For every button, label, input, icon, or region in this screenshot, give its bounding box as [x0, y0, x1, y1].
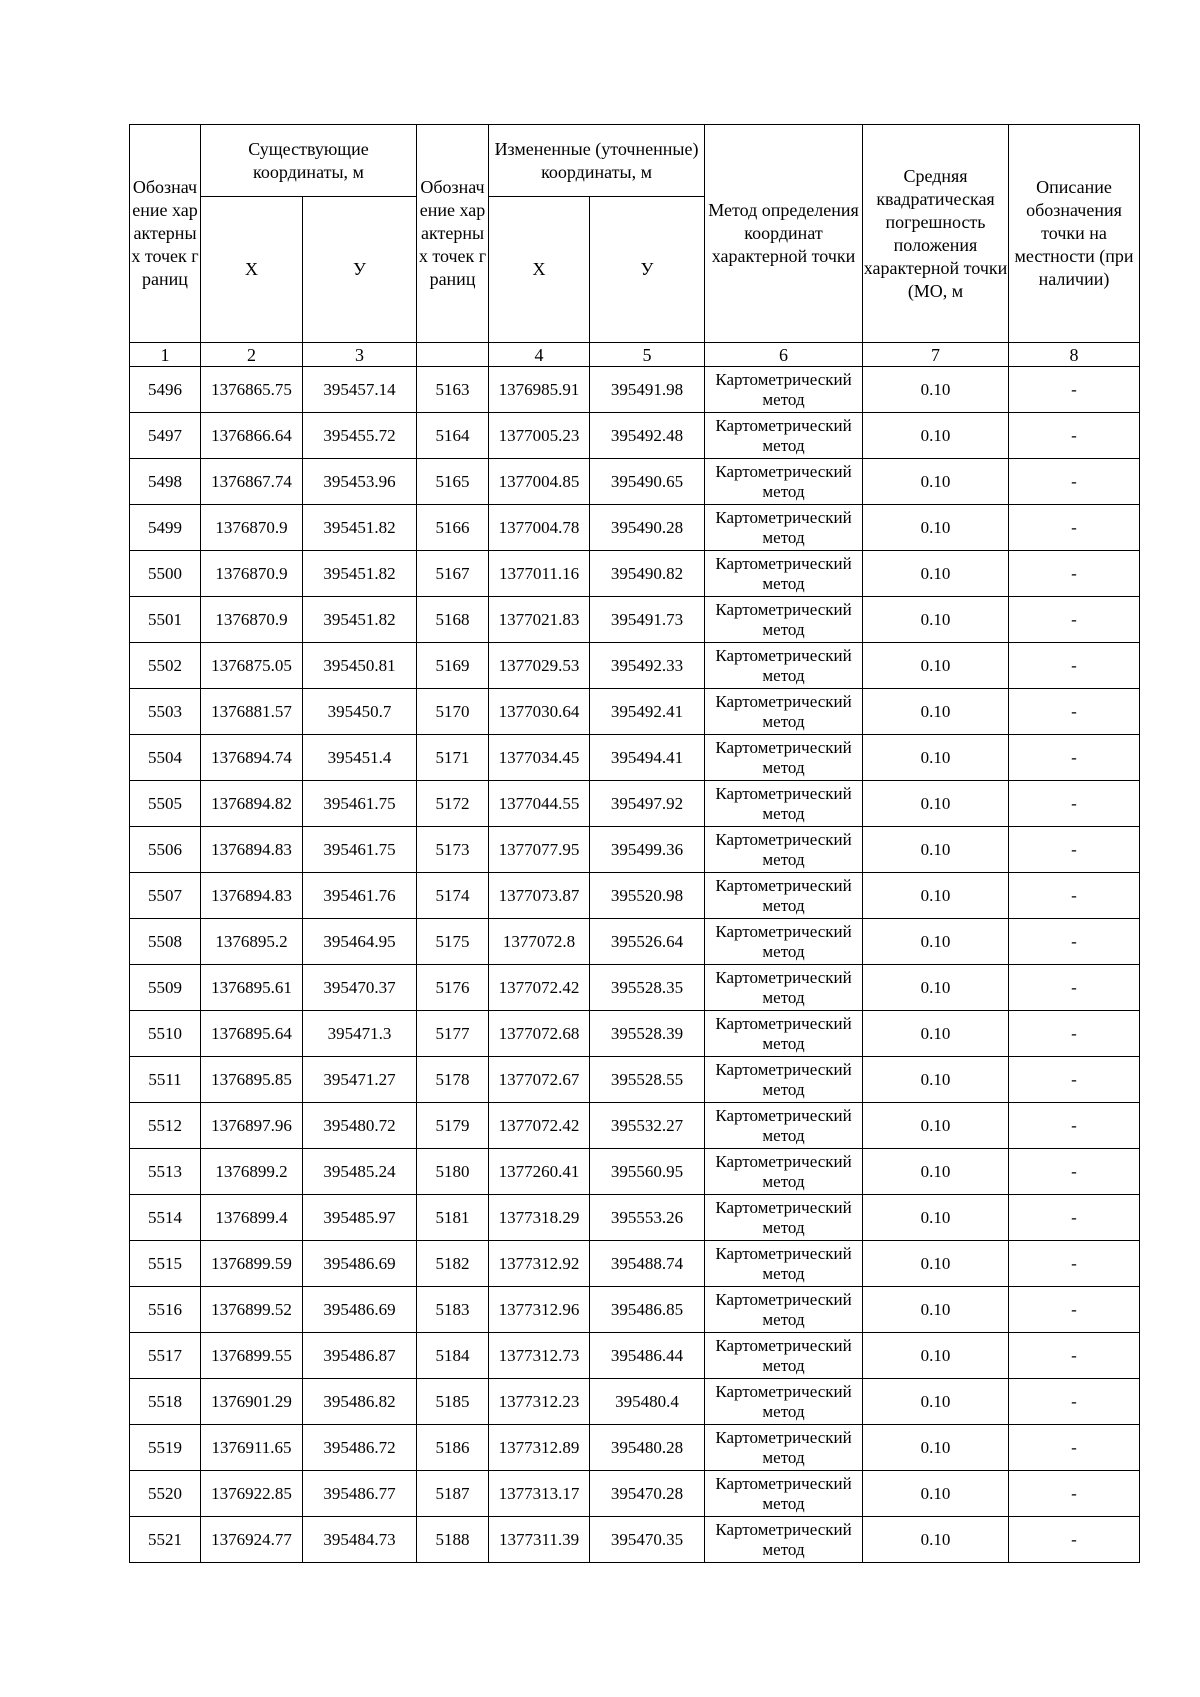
cell-changed-point: 5187 [417, 1471, 489, 1517]
cell-changed-y: 395526.64 [590, 919, 705, 965]
cell-changed-y: 395528.55 [590, 1057, 705, 1103]
cell-description: - [1009, 505, 1140, 551]
cell-existing-x: 1376894.74 [201, 735, 303, 781]
cell-existing-point: 5515 [130, 1241, 201, 1287]
cell-changed-y: 395532.27 [590, 1103, 705, 1149]
cell-changed-point: 5169 [417, 643, 489, 689]
cell-changed-x: 1377011.16 [489, 551, 590, 597]
cell-changed-x: 1377034.45 [489, 735, 590, 781]
cell-method: Картометрический метод [705, 1057, 863, 1103]
header-existing-x: Х [201, 197, 303, 343]
header-existing-y: У [303, 197, 417, 343]
cell-existing-point: 5511 [130, 1057, 201, 1103]
cell-existing-point: 5498 [130, 459, 201, 505]
cell-description: - [1009, 1057, 1140, 1103]
cell-changed-y: 395520.98 [590, 873, 705, 919]
cell-method: Картометрический метод [705, 413, 863, 459]
cell-existing-x: 1376895.64 [201, 1011, 303, 1057]
cell-existing-y: 395455.72 [303, 413, 417, 459]
cell-changed-y: 395490.82 [590, 551, 705, 597]
cell-mean-error: 0.10 [863, 781, 1009, 827]
cell-existing-point: 5510 [130, 1011, 201, 1057]
cell-mean-error: 0.10 [863, 1379, 1009, 1425]
column-numbers-row [130, 343, 1140, 367]
cell-existing-x: 1376899.59 [201, 1241, 303, 1287]
cell-changed-y: 395486.44 [590, 1333, 705, 1379]
cell-existing-y: 395451.82 [303, 597, 417, 643]
cell-existing-y: 395453.96 [303, 459, 417, 505]
cell-existing-point: 5509 [130, 965, 201, 1011]
cell-description: - [1009, 551, 1140, 597]
cell-changed-point: 5168 [417, 597, 489, 643]
table-row [130, 459, 1140, 505]
cell-changed-y: 395492.33 [590, 643, 705, 689]
column-number-cell: 7 [863, 343, 1009, 367]
cell-description: - [1009, 367, 1140, 413]
cell-changed-y: 395480.28 [590, 1425, 705, 1471]
cell-changed-point: 5188 [417, 1517, 489, 1563]
cell-changed-x: 1377021.83 [489, 597, 590, 643]
cell-existing-x: 1376911.65 [201, 1425, 303, 1471]
table-row [130, 1241, 1140, 1287]
table-row [130, 1057, 1140, 1103]
cell-existing-x: 1376881.57 [201, 689, 303, 735]
cell-existing-y: 395470.37 [303, 965, 417, 1011]
cell-existing-point: 5513 [130, 1149, 201, 1195]
cell-mean-error: 0.10 [863, 367, 1009, 413]
cell-mean-error: 0.10 [863, 1333, 1009, 1379]
cell-existing-point: 5512 [130, 1103, 201, 1149]
cell-changed-x: 1377072.67 [489, 1057, 590, 1103]
cell-description: - [1009, 1333, 1140, 1379]
cell-mean-error: 0.10 [863, 1195, 1009, 1241]
table-row [130, 1517, 1140, 1563]
cell-existing-x: 1376867.74 [201, 459, 303, 505]
cell-existing-point: 5496 [130, 367, 201, 413]
cell-method: Картометрический метод [705, 1471, 863, 1517]
cell-existing-point: 5514 [130, 1195, 201, 1241]
table-row [130, 1103, 1140, 1149]
cell-method: Картометрический метод [705, 1011, 863, 1057]
cell-existing-y: 395486.69 [303, 1287, 417, 1333]
cell-changed-point: 5182 [417, 1241, 489, 1287]
column-number-cell: 1 [130, 343, 201, 367]
cell-method: Картометрический метод [705, 1517, 863, 1563]
cell-changed-point: 5171 [417, 735, 489, 781]
cell-changed-point: 5181 [417, 1195, 489, 1241]
cell-mean-error: 0.10 [863, 1057, 1009, 1103]
cell-mean-error: 0.10 [863, 1425, 1009, 1471]
cell-existing-y: 395450.7 [303, 689, 417, 735]
cell-mean-error: 0.10 [863, 1471, 1009, 1517]
cell-changed-point: 5185 [417, 1379, 489, 1425]
cell-changed-y: 395494.41 [590, 735, 705, 781]
cell-changed-x: 1377077.95 [489, 827, 590, 873]
cell-description: - [1009, 1517, 1140, 1563]
cell-existing-x: 1376894.83 [201, 873, 303, 919]
cell-existing-x: 1376866.64 [201, 413, 303, 459]
cell-method: Картометрический метод [705, 643, 863, 689]
cell-changed-point: 5178 [417, 1057, 489, 1103]
cell-description: - [1009, 781, 1140, 827]
cell-description: - [1009, 1379, 1140, 1425]
cell-changed-x: 1377029.53 [489, 643, 590, 689]
table-row [130, 1379, 1140, 1425]
cell-existing-y: 395485.24 [303, 1149, 417, 1195]
cell-existing-point: 5508 [130, 919, 201, 965]
cell-description: - [1009, 735, 1140, 781]
cell-description: - [1009, 689, 1140, 735]
cell-existing-x: 1376924.77 [201, 1517, 303, 1563]
cell-changed-x: 1377312.23 [489, 1379, 590, 1425]
cell-method: Картометрический метод [705, 1195, 863, 1241]
cell-mean-error: 0.10 [863, 413, 1009, 459]
cell-mean-error: 0.10 [863, 551, 1009, 597]
cell-changed-point: 5165 [417, 459, 489, 505]
cell-changed-x: 1377318.29 [489, 1195, 590, 1241]
cell-existing-point: 5517 [130, 1333, 201, 1379]
cell-mean-error: 0.10 [863, 459, 1009, 505]
table-row [130, 873, 1140, 919]
table-row [130, 781, 1140, 827]
cell-changed-x: 1377073.87 [489, 873, 590, 919]
cell-existing-y: 395486.69 [303, 1241, 417, 1287]
cell-existing-point: 5519 [130, 1425, 201, 1471]
cell-existing-y: 395461.76 [303, 873, 417, 919]
cell-description: - [1009, 1149, 1140, 1195]
cell-changed-y: 395497.92 [590, 781, 705, 827]
cell-existing-x: 1376865.75 [201, 367, 303, 413]
cell-mean-error: 0.10 [863, 505, 1009, 551]
cell-changed-point: 5164 [417, 413, 489, 459]
table-row [130, 919, 1140, 965]
cell-existing-y: 395461.75 [303, 827, 417, 873]
cell-method: Картометрический метод [705, 781, 863, 827]
table-row [130, 367, 1140, 413]
cell-changed-point: 5180 [417, 1149, 489, 1195]
cell-changed-y: 395491.73 [590, 597, 705, 643]
cell-existing-y: 395486.82 [303, 1379, 417, 1425]
cell-changed-x: 1377004.85 [489, 459, 590, 505]
column-number-cell: 5 [590, 343, 705, 367]
cell-changed-x: 1377044.55 [489, 781, 590, 827]
cell-existing-x: 1376922.85 [201, 1471, 303, 1517]
cell-existing-x: 1376895.85 [201, 1057, 303, 1103]
column-number-cell: 2 [201, 343, 303, 367]
cell-existing-point: 5505 [130, 781, 201, 827]
cell-changed-point: 5186 [417, 1425, 489, 1471]
cell-existing-point: 5504 [130, 735, 201, 781]
cell-description: - [1009, 919, 1140, 965]
cell-method: Картометрический метод [705, 873, 863, 919]
cell-changed-y: 395488.74 [590, 1241, 705, 1287]
cell-changed-y: 395528.35 [590, 965, 705, 1011]
cell-existing-x: 1376899.55 [201, 1333, 303, 1379]
cell-changed-x: 1377005.23 [489, 413, 590, 459]
cell-existing-y: 395471.3 [303, 1011, 417, 1057]
table-row [130, 551, 1140, 597]
cell-mean-error: 0.10 [863, 597, 1009, 643]
cell-existing-point: 5500 [130, 551, 201, 597]
column-number-cell: 3 [303, 343, 417, 367]
cell-existing-y: 395464.95 [303, 919, 417, 965]
table-row [130, 965, 1140, 1011]
cell-changed-x: 1377312.96 [489, 1287, 590, 1333]
cell-method: Картометрический метод [705, 459, 863, 505]
cell-description: - [1009, 965, 1140, 1011]
coordinates-table [129, 124, 1140, 1563]
cell-existing-point: 5516 [130, 1287, 201, 1333]
cell-existing-point: 5499 [130, 505, 201, 551]
column-number-cell: 6 [705, 343, 863, 367]
cell-existing-point: 5503 [130, 689, 201, 735]
cell-description: - [1009, 459, 1140, 505]
cell-changed-point: 5170 [417, 689, 489, 735]
cell-changed-y: 395560.95 [590, 1149, 705, 1195]
cell-changed-x: 1377072.42 [489, 965, 590, 1011]
table-row [130, 1011, 1140, 1057]
cell-changed-x: 1377260.41 [489, 1149, 590, 1195]
cell-existing-point: 5502 [130, 643, 201, 689]
cell-changed-y: 395486.85 [590, 1287, 705, 1333]
header-point-designation-2: Обозначение характерных точек границ [417, 125, 489, 343]
cell-mean-error: 0.10 [863, 827, 1009, 873]
header-mean-error: Средняя квадратическая погрешность положения характерной точки (МО, м [863, 125, 1009, 343]
table-row [130, 827, 1140, 873]
cell-changed-y: 395528.39 [590, 1011, 705, 1057]
table-row [130, 1471, 1140, 1517]
cell-changed-point: 5172 [417, 781, 489, 827]
cell-method: Картометрический метод [705, 551, 863, 597]
cell-method: Картометрический метод [705, 919, 863, 965]
cell-changed-y: 395470.28 [590, 1471, 705, 1517]
cell-method: Картометрический метод [705, 735, 863, 781]
cell-existing-point: 5497 [130, 413, 201, 459]
cell-method: Картометрический метод [705, 1241, 863, 1287]
cell-mean-error: 0.10 [863, 919, 1009, 965]
cell-changed-point: 5174 [417, 873, 489, 919]
table-row [130, 689, 1140, 735]
cell-description: - [1009, 1425, 1140, 1471]
cell-mean-error: 0.10 [863, 1149, 1009, 1195]
cell-changed-point: 5167 [417, 551, 489, 597]
header-changed-coords: Измененные (уточненные) координаты, м [489, 125, 705, 197]
cell-changed-point: 5177 [417, 1011, 489, 1057]
cell-changed-y: 395480.4 [590, 1379, 705, 1425]
cell-mean-error: 0.10 [863, 1011, 1009, 1057]
cell-changed-x: 1376985.91 [489, 367, 590, 413]
cell-description: - [1009, 1471, 1140, 1517]
header-description: Описание обозначения точки на местности (при наличии) [1009, 125, 1140, 343]
cell-description: - [1009, 1011, 1140, 1057]
cell-changed-point: 5179 [417, 1103, 489, 1149]
cell-existing-y: 395485.97 [303, 1195, 417, 1241]
header-changed-y: У [590, 197, 705, 343]
cell-changed-x: 1377004.78 [489, 505, 590, 551]
column-number-cell: 8 [1009, 343, 1140, 367]
cell-existing-x: 1376870.9 [201, 551, 303, 597]
cell-changed-point: 5173 [417, 827, 489, 873]
cell-description: - [1009, 1241, 1140, 1287]
cell-existing-y: 395484.73 [303, 1517, 417, 1563]
table-row [130, 735, 1140, 781]
table-body [130, 367, 1140, 1563]
cell-description: - [1009, 413, 1140, 459]
cell-existing-x: 1376894.82 [201, 781, 303, 827]
cell-changed-point: 5163 [417, 367, 489, 413]
column-number-cell [417, 343, 489, 367]
cell-changed-x: 1377030.64 [489, 689, 590, 735]
header-point-designation: Обозначение характерных точек границ [130, 125, 201, 343]
cell-mean-error: 0.10 [863, 965, 1009, 1011]
cell-mean-error: 0.10 [863, 1241, 1009, 1287]
cell-changed-x: 1377312.92 [489, 1241, 590, 1287]
cell-existing-point: 5501 [130, 597, 201, 643]
cell-existing-y: 395451.82 [303, 551, 417, 597]
cell-method: Картометрический метод [705, 367, 863, 413]
cell-changed-x: 1377312.89 [489, 1425, 590, 1471]
cell-existing-x: 1376899.4 [201, 1195, 303, 1241]
cell-description: - [1009, 1195, 1140, 1241]
cell-mean-error: 0.10 [863, 1103, 1009, 1149]
cell-existing-x: 1376870.9 [201, 597, 303, 643]
cell-mean-error: 0.10 [863, 1287, 1009, 1333]
cell-existing-y: 395451.82 [303, 505, 417, 551]
cell-changed-y: 395553.26 [590, 1195, 705, 1241]
cell-mean-error: 0.10 [863, 643, 1009, 689]
table-row [130, 1149, 1140, 1195]
cell-changed-x: 1377312.73 [489, 1333, 590, 1379]
cell-changed-y: 395491.98 [590, 367, 705, 413]
cell-existing-point: 5521 [130, 1517, 201, 1563]
cell-changed-x: 1377072.42 [489, 1103, 590, 1149]
cell-existing-x: 1376901.29 [201, 1379, 303, 1425]
cell-method: Картометрический метод [705, 597, 863, 643]
cell-changed-y: 395490.28 [590, 505, 705, 551]
cell-description: - [1009, 1287, 1140, 1333]
cell-existing-y: 395486.72 [303, 1425, 417, 1471]
cell-existing-y: 395450.81 [303, 643, 417, 689]
cell-method: Картометрический метод [705, 689, 863, 735]
table-row [130, 505, 1140, 551]
cell-existing-x: 1376897.96 [201, 1103, 303, 1149]
cell-existing-y: 395461.75 [303, 781, 417, 827]
cell-changed-y: 395492.41 [590, 689, 705, 735]
cell-changed-x: 1377311.39 [489, 1517, 590, 1563]
cell-changed-x: 1377313.17 [489, 1471, 590, 1517]
cell-description: - [1009, 597, 1140, 643]
cell-description: - [1009, 873, 1140, 919]
cell-existing-x: 1376895.61 [201, 965, 303, 1011]
cell-method: Картометрический метод [705, 1103, 863, 1149]
cell-existing-y: 395480.72 [303, 1103, 417, 1149]
table-row [130, 413, 1140, 459]
cell-existing-point: 5520 [130, 1471, 201, 1517]
table-row [130, 597, 1140, 643]
cell-method: Картометрический метод [705, 1287, 863, 1333]
cell-existing-point: 5507 [130, 873, 201, 919]
table-row [130, 1195, 1140, 1241]
cell-description: - [1009, 1103, 1140, 1149]
column-number-cell: 4 [489, 343, 590, 367]
table-row [130, 1333, 1140, 1379]
cell-mean-error: 0.10 [863, 873, 1009, 919]
cell-method: Картометрический метод [705, 1425, 863, 1471]
table-row [130, 1425, 1140, 1471]
cell-changed-x: 1377072.68 [489, 1011, 590, 1057]
cell-method: Картометрический метод [705, 827, 863, 873]
cell-changed-y: 395492.48 [590, 413, 705, 459]
cell-changed-point: 5166 [417, 505, 489, 551]
header-method: Метод определения координат характерной точки [705, 125, 863, 343]
table-row [130, 643, 1140, 689]
cell-method: Картометрический метод [705, 1333, 863, 1379]
cell-existing-y: 395471.27 [303, 1057, 417, 1103]
cell-mean-error: 0.10 [863, 689, 1009, 735]
cell-existing-point: 5506 [130, 827, 201, 873]
cell-existing-y: 395486.77 [303, 1471, 417, 1517]
cell-method: Картометрический метод [705, 1149, 863, 1195]
header-changed-x: Х [489, 197, 590, 343]
cell-existing-x: 1376875.05 [201, 643, 303, 689]
cell-existing-y: 395486.87 [303, 1333, 417, 1379]
cell-existing-point: 5518 [130, 1379, 201, 1425]
cell-changed-point: 5175 [417, 919, 489, 965]
cell-mean-error: 0.10 [863, 735, 1009, 781]
cell-existing-x: 1376895.2 [201, 919, 303, 965]
cell-changed-y: 395490.65 [590, 459, 705, 505]
table-header [130, 125, 1140, 367]
cell-changed-point: 5184 [417, 1333, 489, 1379]
cell-method: Картометрический метод [705, 505, 863, 551]
header-existing-coords: Существующие координаты, м [201, 125, 417, 197]
cell-changed-y: 395470.35 [590, 1517, 705, 1563]
cell-changed-y: 395499.36 [590, 827, 705, 873]
cell-mean-error: 0.10 [863, 1517, 1009, 1563]
cell-existing-y: 395457.14 [303, 367, 417, 413]
cell-existing-x: 1376870.9 [201, 505, 303, 551]
cell-existing-x: 1376894.83 [201, 827, 303, 873]
cell-description: - [1009, 827, 1140, 873]
table-row [130, 1287, 1140, 1333]
cell-existing-x: 1376899.52 [201, 1287, 303, 1333]
cell-method: Картометрический метод [705, 1379, 863, 1425]
cell-changed-point: 5183 [417, 1287, 489, 1333]
cell-method: Картометрический метод [705, 965, 863, 1011]
cell-existing-y: 395451.4 [303, 735, 417, 781]
cell-changed-point: 5176 [417, 965, 489, 1011]
cell-changed-x: 1377072.8 [489, 919, 590, 965]
cell-existing-x: 1376899.2 [201, 1149, 303, 1195]
cell-description: - [1009, 643, 1140, 689]
